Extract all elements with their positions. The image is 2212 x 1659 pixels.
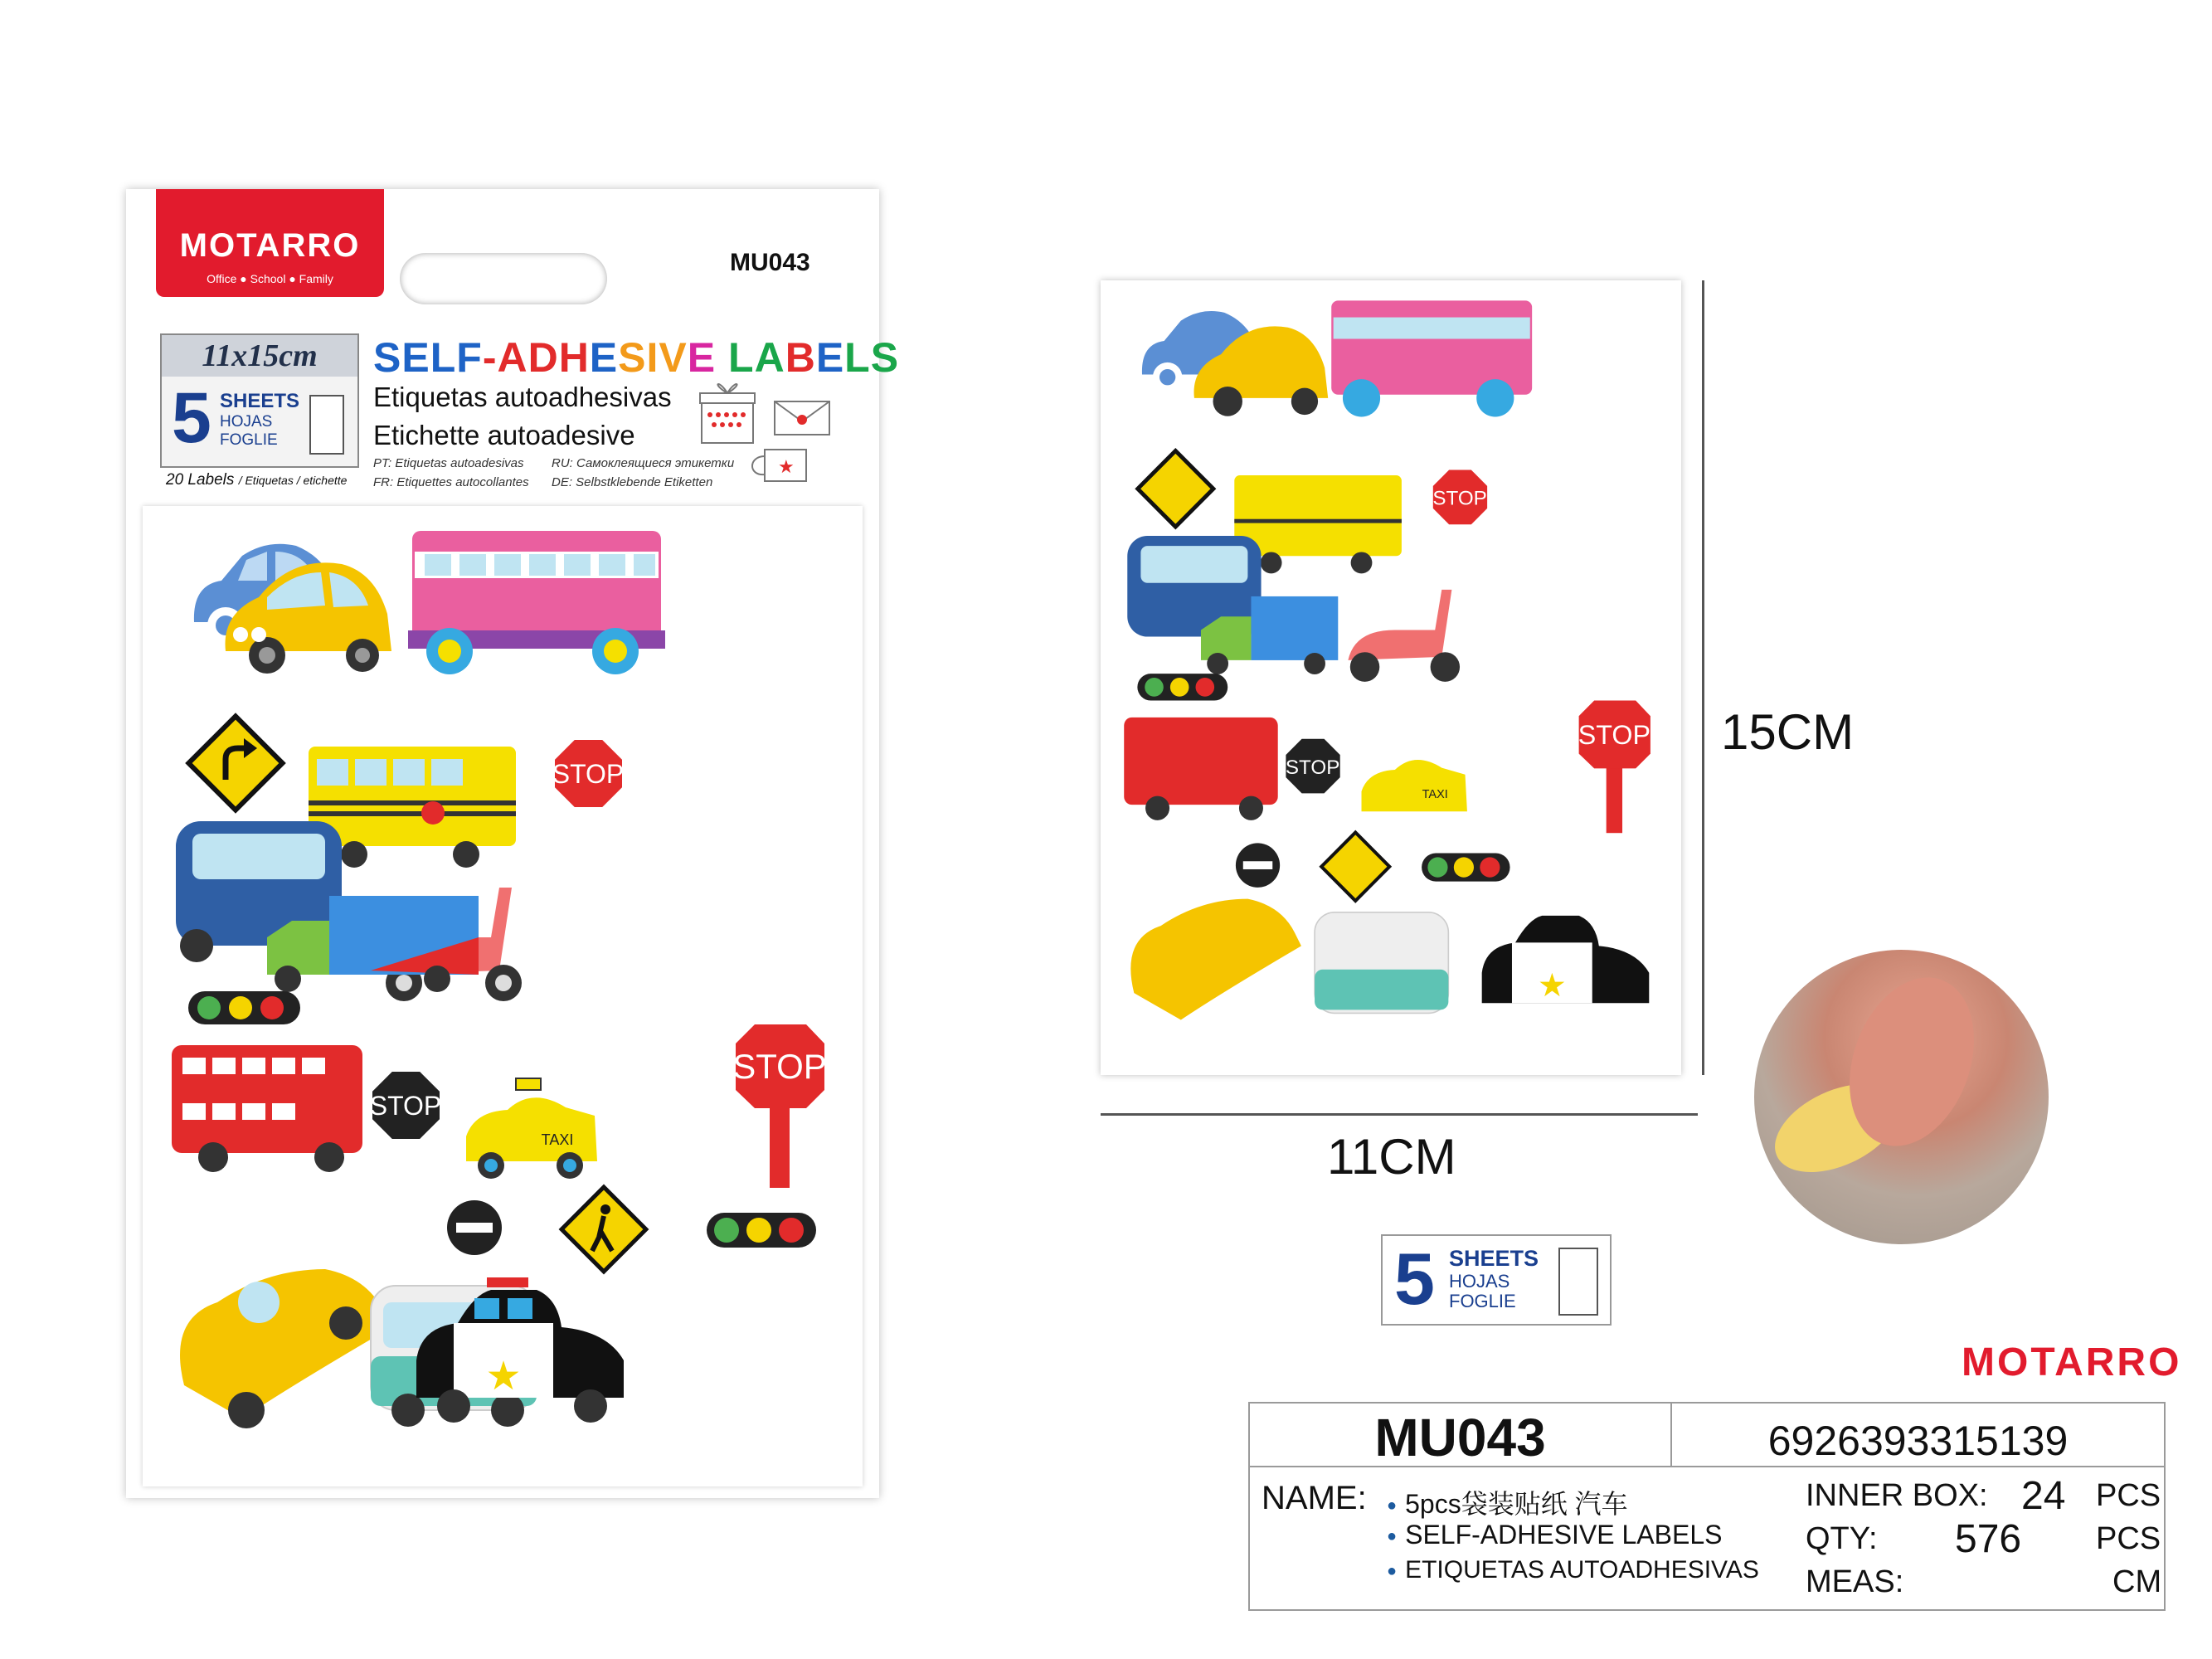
labels-count (166, 471, 347, 489)
title-letter: I (646, 334, 659, 381)
height-dimension-line (1702, 280, 1704, 1075)
title-letter: F (456, 334, 483, 381)
title-letter: S (618, 334, 647, 381)
stop-sign-black-sticker (370, 1070, 442, 1141)
taxi-text: TAXI (1422, 788, 1448, 802)
title-letter: E (401, 334, 430, 381)
usage-icons (698, 375, 839, 483)
traffic-light-sticker (1422, 854, 1510, 882)
stop-sign-black-sticker (1285, 737, 1342, 795)
van-sticker (1315, 912, 1448, 1014)
subtitle-es: Etiquetas autoadhesivas (373, 382, 672, 412)
sticker-artwork-copy (1101, 280, 1681, 1075)
title-letter: S (870, 334, 900, 381)
title-letter: - (482, 334, 498, 381)
title-letter: H (558, 334, 590, 381)
title-letter: S (373, 334, 402, 381)
lang-pt: PT: Etiquetas autoadesivas (373, 456, 524, 470)
inner-box-unit: PCS (2096, 1478, 2161, 1513)
sheets-badge-hojas: HOJAS (1449, 1271, 1510, 1292)
title-letter: V (659, 334, 688, 381)
hang-hole (400, 253, 607, 304)
foglie-label: FOGLIE (220, 431, 278, 449)
height-label: 15CM (1721, 704, 1855, 760)
spec-name-label: NAME: (1262, 1480, 1367, 1516)
sheets-badge-number: 5 (1394, 1238, 1435, 1320)
width-label: 11CM (1327, 1129, 1456, 1185)
sheets-count: 5 (172, 378, 211, 458)
pedestrian-sign-sticker (562, 1187, 646, 1272)
traffic-light-sticker (188, 991, 300, 1024)
sheets-badge (1381, 1234, 1612, 1326)
stop-sign-sticker (552, 738, 625, 809)
page-icon (309, 395, 344, 455)
yellow-car-tilted-sticker (1130, 899, 1301, 1020)
width-dimension-line (1101, 1113, 1698, 1116)
lang-ru: RU: Самоклеящиеся этикетки (552, 456, 735, 470)
pink-bus-sticker (408, 531, 665, 674)
stop-pole-sticker (732, 1024, 827, 1188)
stop-text: STOP (369, 1091, 442, 1121)
brand-tagline: Office ● School ● Family (207, 272, 333, 285)
yellow-car-tilted-sticker (180, 1269, 391, 1428)
double-decker-sticker (172, 1045, 362, 1172)
subtitle-it: Etichette autoadesive (373, 420, 635, 450)
sticker-sheet-loose (1101, 280, 1681, 1075)
lang-de: DE: Selbstklebende Etiketten (552, 475, 713, 489)
size-label: 11x15cm (162, 335, 357, 377)
spec-barcode: 6926393315139 (1767, 1418, 2069, 1464)
page-icon (1558, 1248, 1598, 1316)
stop-sign-sticker (1432, 469, 1489, 526)
taxi-sticker (466, 1078, 597, 1179)
title-letter: A (497, 334, 528, 381)
sticker-sheet-package (143, 506, 863, 1486)
meas-label: MEAS: (1806, 1564, 1904, 1599)
police-car-sticker (1482, 916, 1650, 1005)
brand-logo-badge (156, 189, 384, 297)
labels-count-main: 20 Labels (166, 471, 235, 489)
qty-unit: PCS (2096, 1521, 2161, 1556)
size-box (160, 333, 359, 468)
pedestrian-sign-sticker (1321, 832, 1389, 901)
spec-name-es: ● ETIQUETAS AUTOADHESIVAS (1387, 1556, 1759, 1584)
labels-count-sub: / Etiquetas / etichette (238, 474, 348, 487)
stop-pole-sticker (1578, 701, 1650, 834)
stop-text: STOP (552, 759, 625, 789)
title-letter: L (728, 334, 755, 381)
sheets-badge-sheets: SHEETS (1449, 1246, 1539, 1271)
spec-table (1248, 1402, 2166, 1611)
sheets-label: SHEETS (220, 390, 300, 412)
title-letter: E (589, 334, 619, 381)
envelope-icon (775, 401, 829, 435)
title-letter: B (785, 334, 816, 381)
double-decker-sticker (1124, 718, 1277, 820)
title-letter: A (754, 334, 785, 381)
material-closeup-photo (1754, 950, 2049, 1244)
spec-name-en: ● SELF-ADHESIVE LABELS (1387, 1520, 1722, 1550)
title-letter: E (687, 334, 717, 381)
stop-text: STOP (1578, 720, 1650, 751)
title-letter (716, 334, 728, 381)
sticker-artwork (143, 506, 863, 1486)
svg-text:★: ★ (1538, 967, 1567, 1005)
qty-value: 576 (1955, 1517, 2022, 1561)
no-entry-sticker (1236, 843, 1280, 887)
scooter-sticker (1348, 590, 1460, 682)
turn-sign-sticker (188, 716, 282, 810)
svg-text:★: ★ (778, 457, 795, 478)
qty-label: QTY: (1806, 1521, 1878, 1556)
meas-unit: CM (2112, 1564, 2162, 1599)
brand-name: MOTARRO (179, 227, 361, 264)
stop-text: STOP (732, 1047, 827, 1086)
hojas-label: HOJAS (220, 413, 273, 431)
inner-box-label: INNER BOX: (1806, 1478, 1988, 1513)
svg-text:★: ★ (485, 1353, 522, 1399)
title-letter: L (430, 334, 457, 381)
taxi-text: TAXI (541, 1131, 574, 1148)
lang-fr: FR: Etiquettes autocollantes (373, 475, 529, 489)
title-letter: L (844, 334, 871, 381)
title-letter: E (815, 334, 845, 381)
no-entry-sticker (447, 1200, 502, 1255)
spec-code: MU043 (1374, 1408, 1546, 1467)
gift-icon (700, 384, 755, 443)
title-letter: D (527, 334, 559, 381)
spec-name-cn: ● 5pcs袋装贴纸 汽车 (1387, 1483, 1628, 1521)
taxi-sticker (1362, 760, 1467, 811)
turn-sign-sticker (1138, 450, 1213, 527)
sheets-badge-foglie: FOGLIE (1449, 1291, 1516, 1311)
stop-text: STOP (1432, 487, 1487, 510)
traffic-light-sticker (1137, 674, 1228, 700)
mug-icon (752, 450, 806, 481)
stop-text: STOP (1285, 756, 1340, 779)
inner-box-value: 24 (2021, 1474, 2066, 1518)
pink-bus-sticker (1331, 300, 1532, 416)
traffic-light-sticker (707, 1213, 816, 1248)
brand-name-spec: MOTARRO (1962, 1340, 2182, 1384)
package-code: MU043 (730, 249, 810, 276)
